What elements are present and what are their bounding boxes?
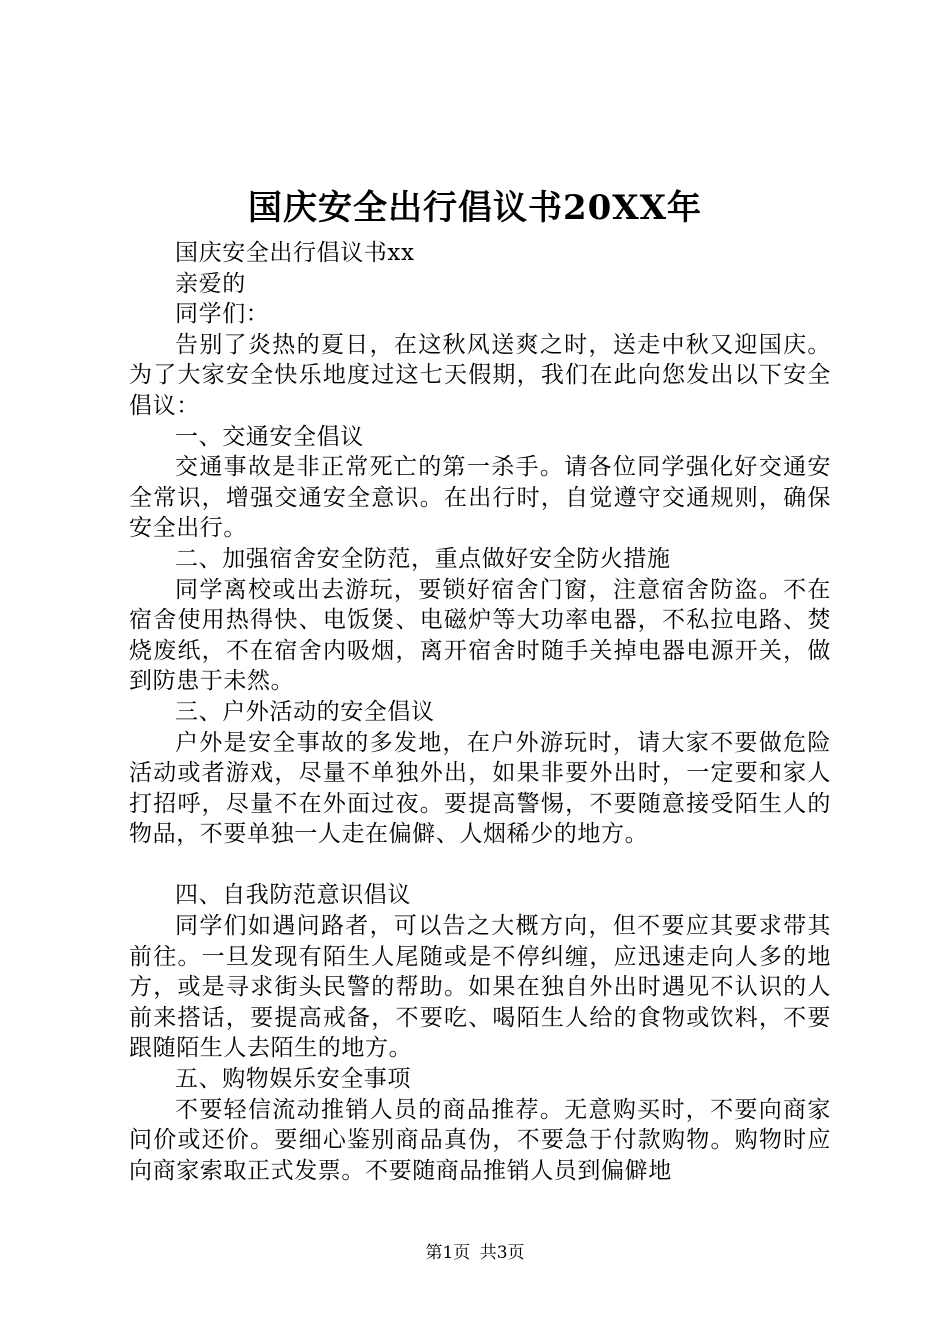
body-paragraph: 亲爱的	[175, 270, 246, 297]
body-paragraph: 同学离校或出去游玩，要锁好宿舍门窗，注意宿舍防盗。不在宿舍使用热得快、电饭煲、电磁炉等大功率电器，不私拉电路、焚烧废纸，不在宿舍内吸烟，离开宿舍时随手关掉电器电源开关，做到防患于未然。	[129, 576, 831, 695]
body-paragraph: 户外是安全事故的多发地，在户外游玩时，请大家不要做危险活动或者游戏，尽量不单独外出，如果非要外出时，一定要和家人打招呼，尽量不在外面过夜。要提高警惕，不要随意接受陌生人的物品，不要单独一人走在偏僻、人烟稀少的地方。	[129, 729, 831, 848]
body-paragraph: 不要轻信流动推销人员的商品推荐。无意购买时，不要向商家问价或还价。要细心鉴别商品真伪，不要急于付款购物。购物时应向商家索取正式发票。不要随商品推销人员到偏僻地	[129, 1096, 831, 1184]
page-number: 第1页	[425, 1243, 471, 1263]
section-heading: 五、购物娱乐安全事项	[175, 1066, 411, 1093]
body-paragraph: 同学们如遇问路者，可以告之大概方向，但不要应其要求带其前往。一旦发现有陌生人尾随或是不停纠缠，应迅速走向人多的地方，或是寻求街头民警的帮助。如果在独自外出时遇见不认识的人前来搭话，要提高戒备，不要吃、喝陌生人给的食物或饮料，不要跟随陌生人去陌生的地方。	[129, 913, 831, 1062]
body-paragraph: 同学们：	[175, 301, 270, 328]
section-heading: 四、自我防范意识倡议	[175, 882, 411, 909]
body-paragraph: 告别了炎热的夏日，在这秋风送爽之时，送走中秋又迎国庆。为了大家安全快乐地度过这七天假期，我们在此向您发出以下安全倡议：	[129, 331, 831, 419]
section-heading: 二、加强宿舍安全防范，重点做好安全防火措施	[175, 545, 671, 572]
section-heading: 三、户外活动的安全倡议	[175, 698, 435, 725]
body-paragraph: 国庆安全出行倡议书xx	[175, 240, 415, 266]
paragraph-spacer	[129, 850, 831, 881]
page-total: 共3页	[479, 1243, 525, 1263]
page-footer	[0, 1241, 950, 1265]
section-heading: 一、交通安全倡议	[175, 423, 364, 450]
document-title: 国庆安全出行倡议书20XX年	[247, 188, 703, 228]
document-body	[129, 238, 831, 1186]
body-paragraph: 交通事故是非正常死亡的第一杀手。请各位同学强化好交通安全常识，增强交通安全意识。在出行时，自觉遵守交通规则，确保安全出行。	[129, 454, 831, 542]
